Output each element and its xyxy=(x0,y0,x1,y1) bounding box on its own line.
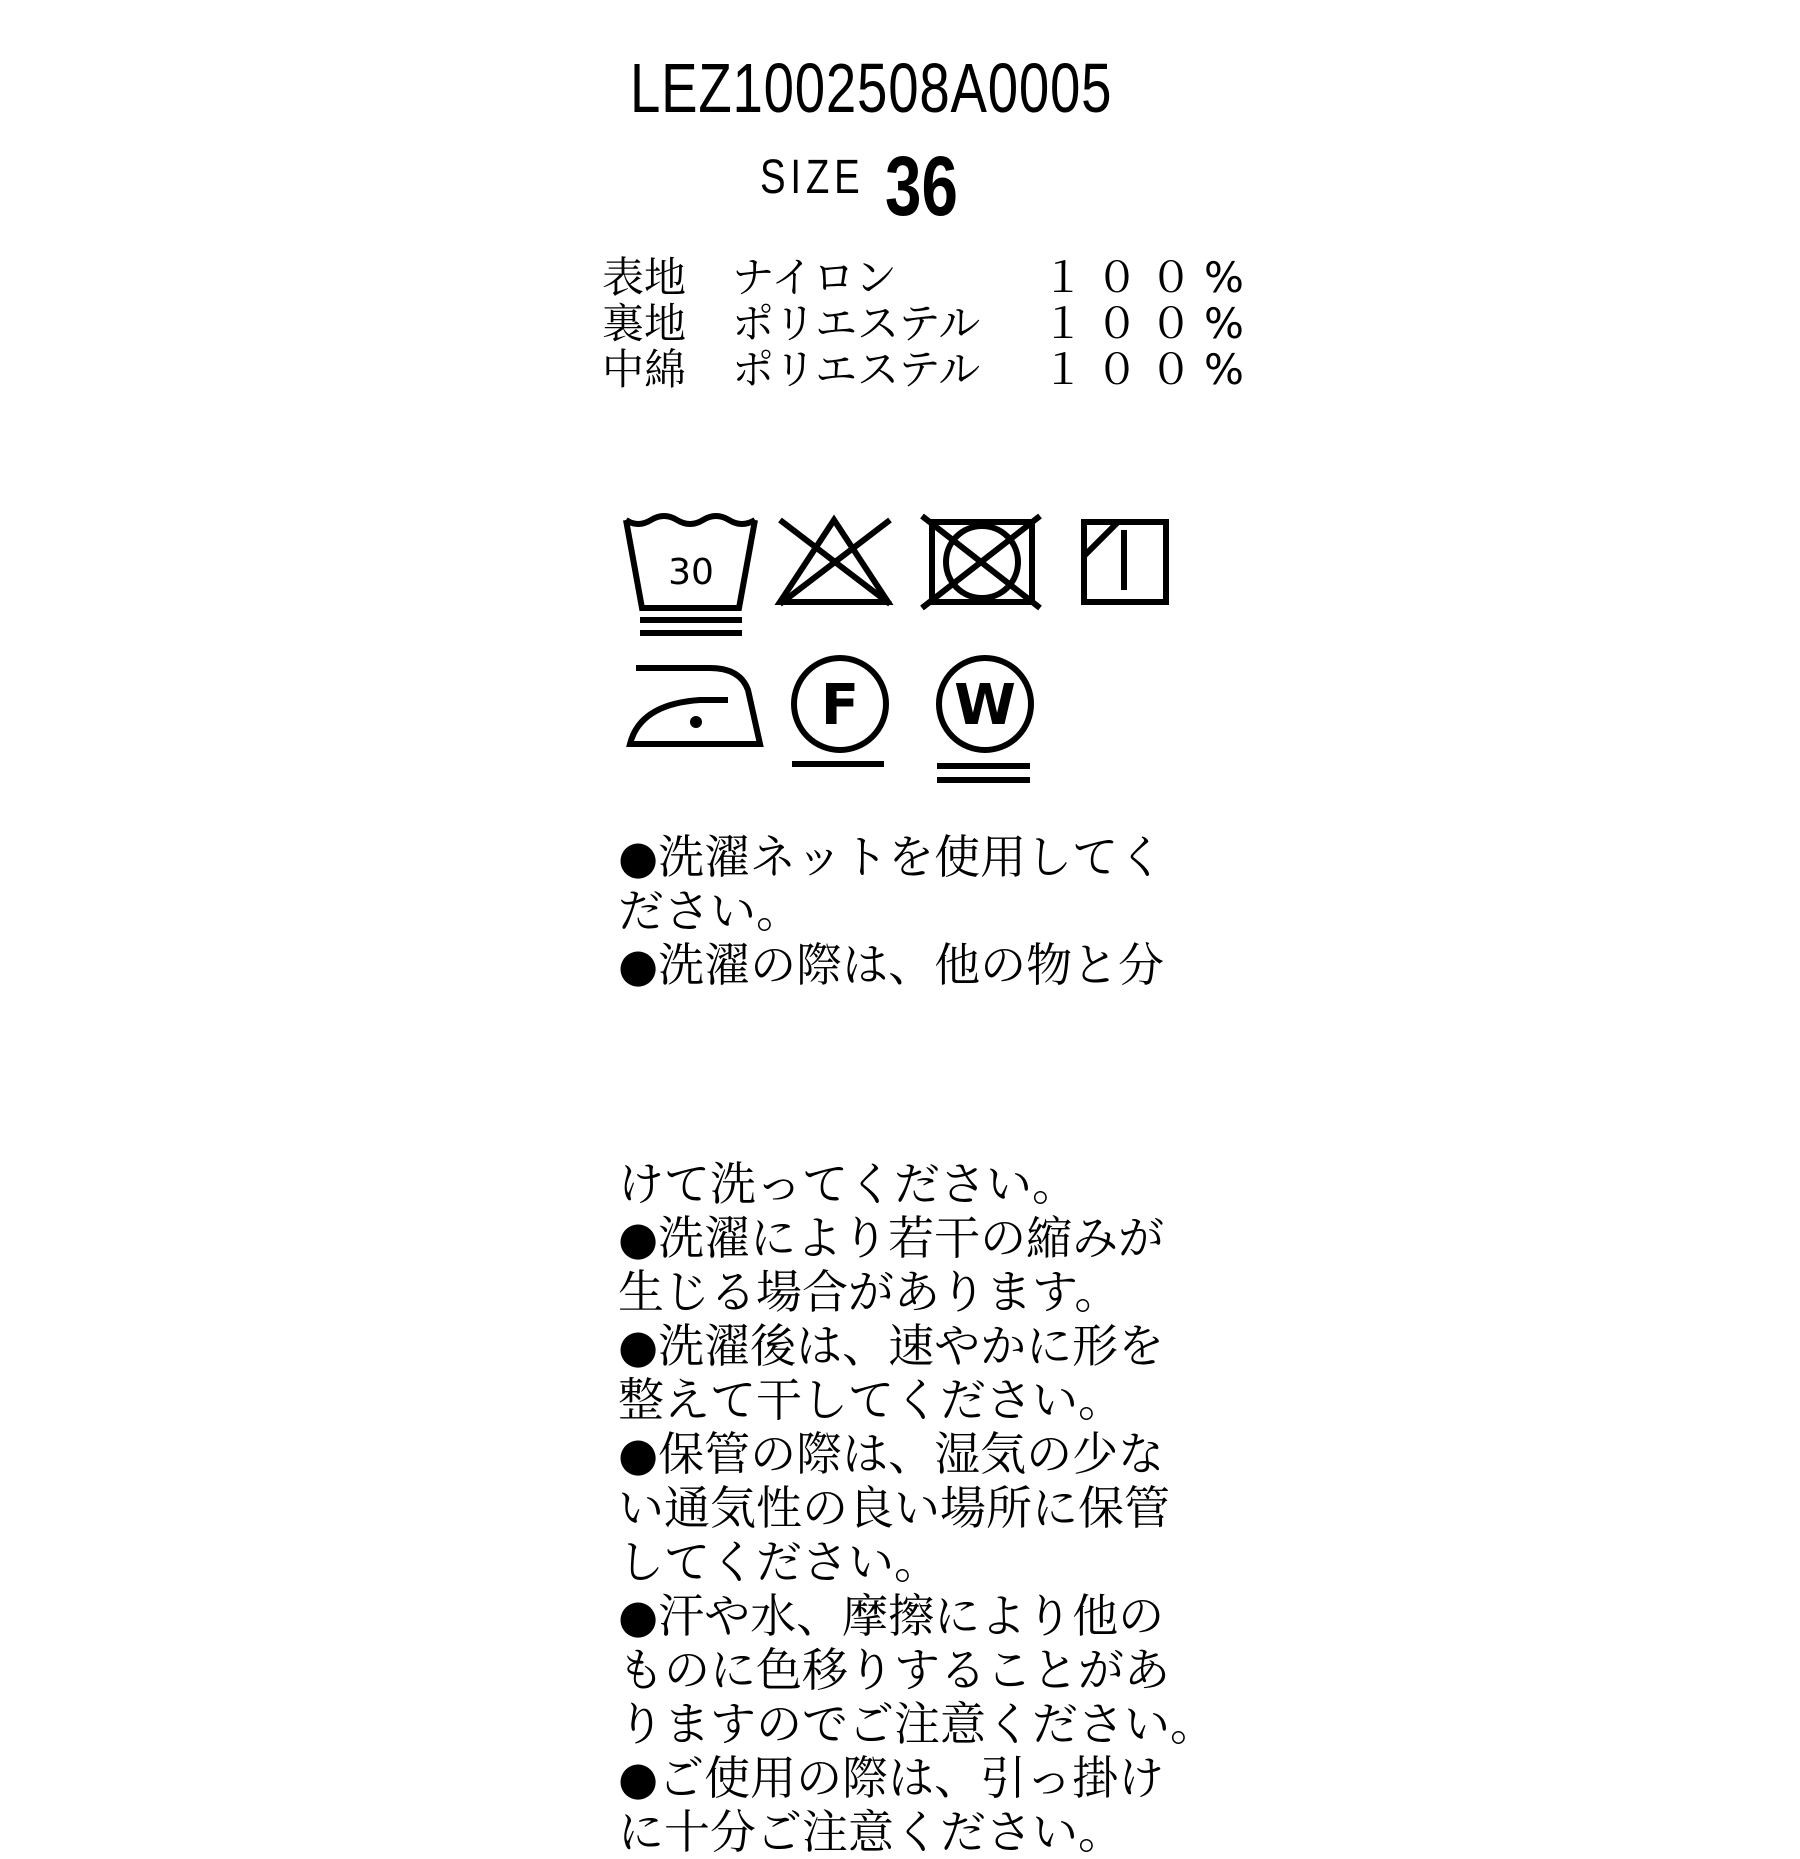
care-note-line: ●洗濯の際は、他の物と分 xyxy=(618,938,1165,992)
care-note-line: ●洗濯後は、速やかに形を xyxy=(618,1319,1165,1373)
material-fiber: ナイロン xyxy=(732,253,898,302)
care-note-line: けて洗ってください。 xyxy=(618,1157,1078,1211)
care-note-line: 整えて干してください。 xyxy=(618,1373,1124,1427)
material-fiber: ポリエステル xyxy=(732,299,981,348)
care-note-line: ●保管の際は、湿気の少な xyxy=(618,1427,1165,1481)
dry-clean-f-text: F xyxy=(820,673,860,738)
material-fiber: ポリエステル xyxy=(732,345,981,394)
material-part: 表地 xyxy=(602,253,687,302)
care-note-line: ださい。 xyxy=(618,884,802,938)
care-note-line: ●汗や水、摩擦により他の xyxy=(618,1589,1165,1643)
material-percent: １００% xyxy=(1042,299,1256,348)
material-percent: １００% xyxy=(1042,253,1256,302)
size-label: SIZE xyxy=(760,151,865,204)
no-bleach-icon xyxy=(780,520,890,604)
material-part: 裏地 xyxy=(602,299,687,348)
material-percent: １００% xyxy=(1042,345,1256,394)
iron-low-icon xyxy=(630,668,760,744)
wash-temperature-text: 30 xyxy=(668,552,714,593)
wash-tub-30-gentle-icon xyxy=(626,516,755,633)
dry-clean-f-mild-icon xyxy=(792,658,886,764)
wet-clean-w-very-mild-icon xyxy=(937,658,1031,780)
care-note-line: ものに色移りすることがあ xyxy=(618,1643,1170,1697)
care-notes xyxy=(618,830,1216,1859)
care-note-line: ●ご使用の際は、引っ掛け xyxy=(618,1751,1165,1805)
care-note-line: りますのでご注意ください。 xyxy=(618,1697,1216,1751)
care-note-line: 生じる場合があります。 xyxy=(618,1265,1121,1319)
wet-clean-w-text: W xyxy=(954,673,1016,738)
line-dry-shade-icon xyxy=(1084,522,1166,602)
notes-gap xyxy=(618,992,1216,1157)
care-note-line: してください。 xyxy=(618,1535,940,1589)
care-note-line: ●洗濯により若干の縮みが xyxy=(618,1211,1165,1265)
care-note-line: ●洗濯ネットを使用してく xyxy=(618,830,1165,884)
product-code: LEZ1002508A0005 xyxy=(630,49,1113,127)
care-note-line: に十分ご注意ください。 xyxy=(618,1805,1124,1859)
material-part: 中綿 xyxy=(602,345,687,394)
size-value: 36 xyxy=(885,139,958,233)
no-tumble-dry-icon xyxy=(922,516,1040,608)
care-note-line: い通気性の良い場所に保管 xyxy=(618,1481,1170,1535)
